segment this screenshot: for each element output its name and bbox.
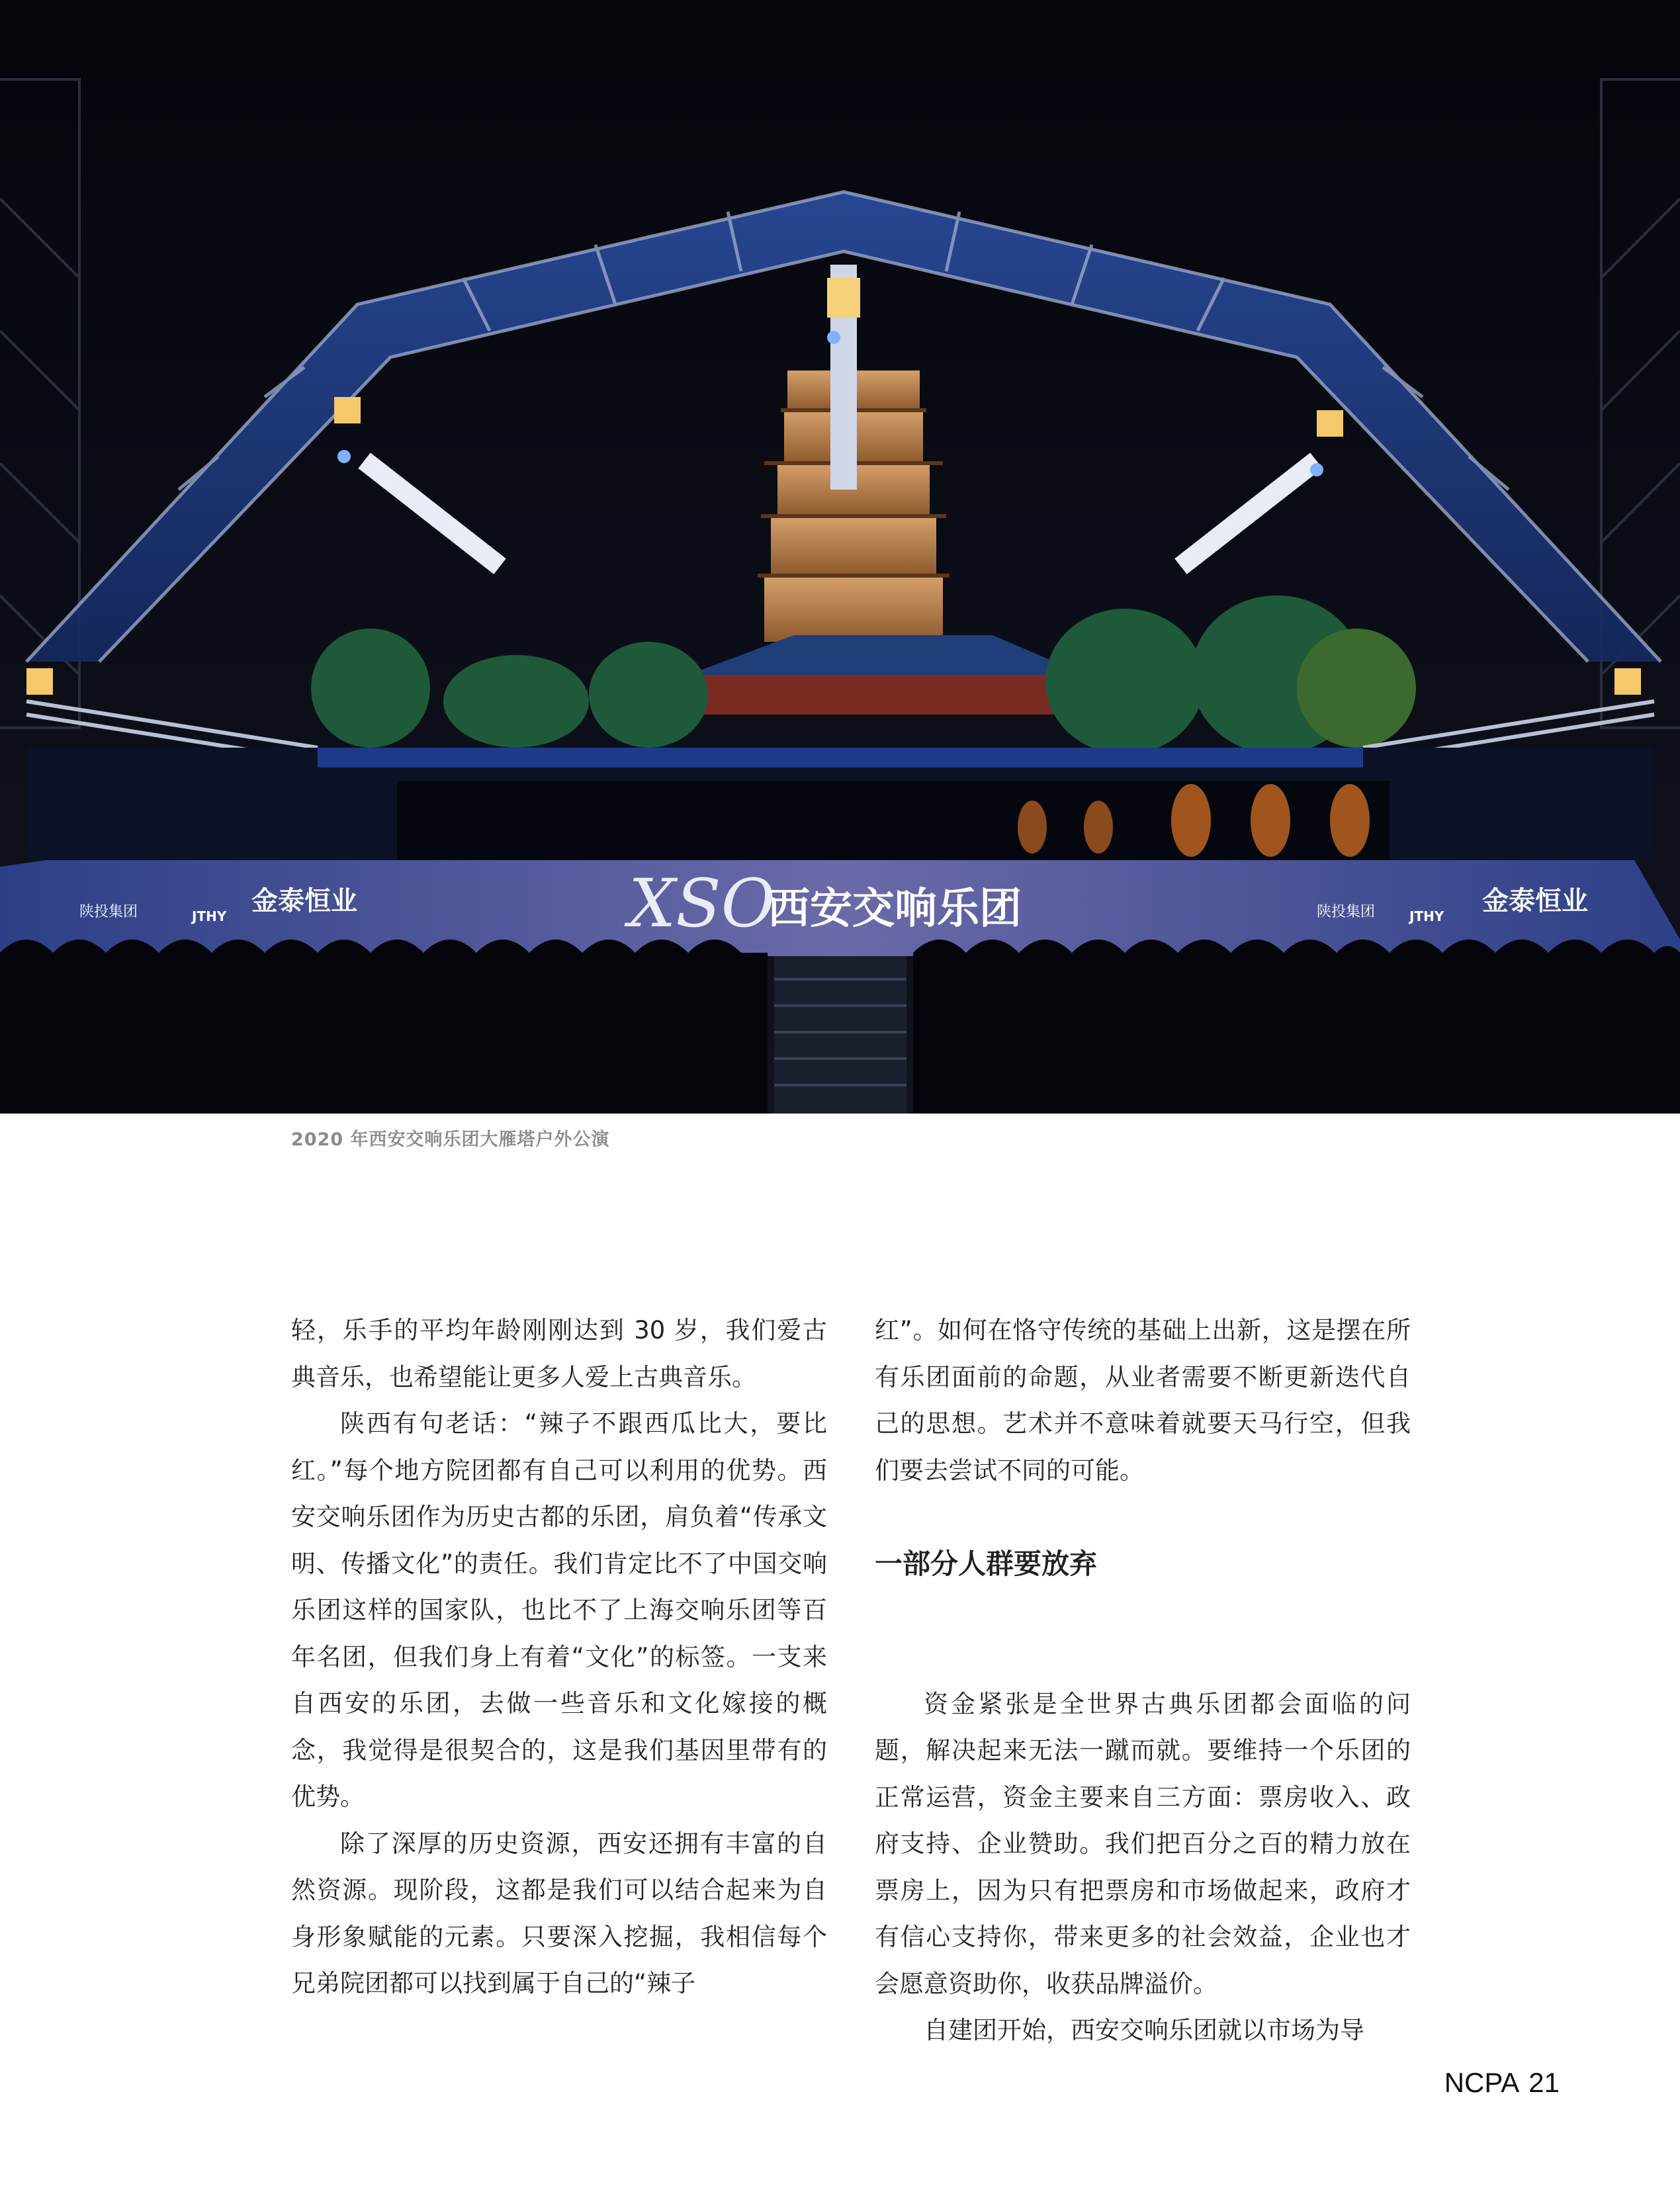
orchestra: [397, 781, 1390, 860]
banner-sponsor-right-repeat: 金泰恒业: [1482, 886, 1588, 916]
paragraph: 轻，乐手的平均年龄刚刚达到 30 岁，我们爱古典音乐，也希望能让更多人爱上古典音乐。: [291, 1316, 827, 1391]
page-number: 21: [1528, 2067, 1560, 2098]
paragraph: 陕西有句老话：“辣子不跟西瓜比大，要比红。”每个地方院团都有自己可以利用的优势。西安交响乐团作为历史古都的乐团，肩负着“传承文明、传播文化”的责任。我们肯定比不了中国交响乐团这样的国家队，也比不了上海交响乐团等百年名团，但我们身上有着“文化”的标签。一支来自西安的乐团，去做一些音乐和文化嫁接的概念，我觉得是很契合的，这是我们基因里带有的优势。: [291, 1409, 827, 1811]
paragraph: 红”。如何在恪守传统的基础上出新，这是摆在所有乐团面前的命题，从业者需要不断更新迭代自己的思想。艺术并不意味着就要天马行空，但我们要去尝试不同的可能。: [875, 1316, 1411, 1485]
magazine-name: NCPA: [1444, 2067, 1520, 2098]
page-folio: [1444, 2067, 1560, 2099]
section-heading: 一部分人群要放弃: [875, 1548, 1098, 1580]
paragraph: 除了深厚的历史资源，西安还拥有丰富的自然资源。现阶段，这都是我们可以结合起来为自身形象赋能的元素。只要深入挖掘，我相信每个兄弟院团都可以找到属于自己的“辣子: [291, 1829, 827, 1997]
banner-sponsor-right-en: JTHY: [192, 908, 227, 924]
banner-sponsor-left-repeat: 陕投集团: [1317, 904, 1376, 920]
photo-caption: 2020 年西安交响乐团大雁塔户外公演: [291, 1129, 610, 1150]
right-column: [875, 1307, 1411, 2054]
banner-title-text: 西安交响乐团: [768, 885, 1022, 934]
banner-sponsor-right-en-repeat: JTHY: [1409, 908, 1444, 924]
banner-sponsor-right: 金泰恒业: [251, 886, 357, 916]
paragraph: 自建团开始，西安交响乐团就以市场为导: [924, 2016, 1364, 2044]
banner-sponsor-left: 陕投集团: [79, 904, 138, 920]
paragraph: 资金紧张是全世界古典乐团都会面临的问题，解决起来无法一蹴而就。要维持一个乐团的正常运营，资金主要来自三方面：票房收入、政府支持、企业赞助。我们把百分之百的精力放在票房上，因为只有把票房和市场做起来，政府才有信心支持你，带来更多的社会效益，企业也才会愿意资助你，收获品牌溢价。: [875, 1689, 1411, 1998]
left-column: [291, 1307, 827, 2007]
banner-logo-text: XSO: [629, 865, 775, 942]
stage-banner: [0, 860, 1680, 956]
